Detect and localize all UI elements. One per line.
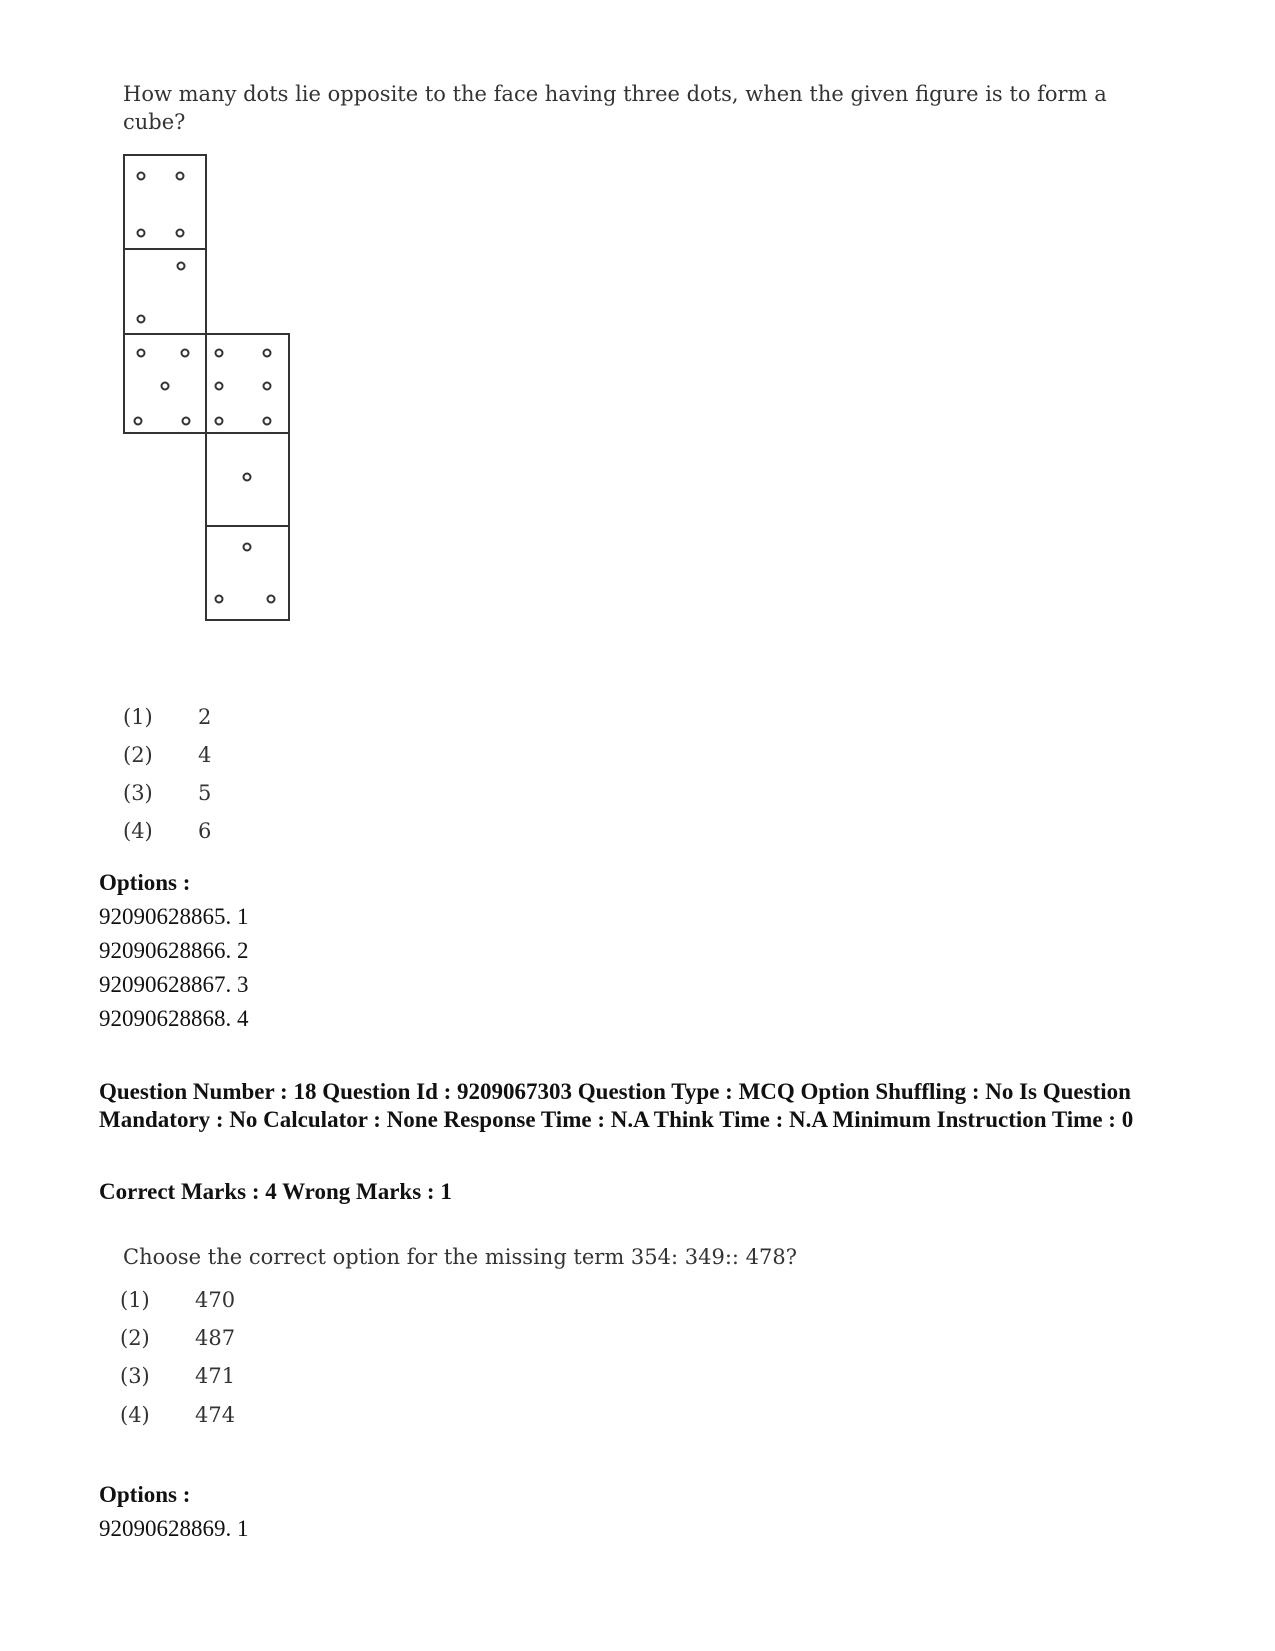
choice-number: (1) (120, 1288, 150, 1312)
dot (138, 350, 145, 357)
dot (264, 350, 271, 357)
option-item: 92090628866. 2 (99, 938, 249, 963)
choice-item (120, 1364, 235, 1388)
question-marks: Correct Marks : 4 Wrong Marks : 1 (99, 1179, 452, 1204)
dot (216, 350, 223, 357)
choice-value: 487 (195, 1326, 236, 1350)
dot (138, 230, 145, 237)
choice-value: 474 (195, 1403, 236, 1427)
question-text: How many dots lie opposite to the face having three dots, when the given figure is to form a cube? (123, 82, 1107, 134)
question-meta: Question Number : 18 Question Id : 9209067303 Question Type : MCQ Option Shuffling : No Is Question Mandatory : No Calculator : None Response Time : N.A Think Time : N.A Minimum Instruction Time : 0 (99, 1079, 1134, 1132)
choice-number: (2) (123, 743, 153, 767)
dot (135, 418, 142, 425)
dot (264, 383, 271, 390)
dot (177, 230, 184, 237)
dot (138, 173, 145, 180)
dot (264, 418, 271, 425)
choice-number: (3) (120, 1364, 150, 1388)
choice-value: 5 (198, 781, 212, 805)
option-item: 92090628865. 1 (99, 904, 249, 929)
dot (268, 596, 275, 603)
choice-item (123, 781, 211, 805)
option-item: 92090628867. 3 (99, 972, 249, 997)
choice-number: (4) (123, 819, 153, 843)
choice-value: 470 (195, 1288, 236, 1312)
choice-value: 471 (195, 1364, 236, 1388)
question-text: Choose the correct option for the missing term 354: 349:: 478? (123, 1245, 798, 1269)
cube-net-figure (0, 0, 1275, 700)
face-two-dots (124, 249, 206, 334)
choice-item (120, 1326, 235, 1350)
dot (182, 350, 189, 357)
choice-value: 4 (198, 743, 212, 767)
choice-item (120, 1288, 235, 1312)
dot (216, 383, 223, 390)
choice-number: (2) (120, 1326, 150, 1350)
dot (244, 474, 251, 481)
choice-item (120, 1403, 235, 1427)
choice-value: 6 (198, 819, 212, 843)
choice-number: (4) (120, 1403, 150, 1427)
dot (178, 263, 185, 270)
dot (244, 544, 251, 551)
dot (138, 316, 145, 323)
options-heading: Options : (99, 870, 191, 895)
choice-number: (3) (123, 781, 153, 805)
dot (216, 418, 223, 425)
dot (162, 383, 169, 390)
option-item: 92090628868. 4 (99, 1006, 249, 1031)
face-four-dots (124, 155, 206, 249)
choice-item (123, 743, 211, 767)
choice-item (123, 705, 211, 729)
options-heading: Options : (99, 1482, 191, 1507)
option-item: 92090628869. 1 (99, 1516, 249, 1541)
dot (177, 173, 184, 180)
choice-number: (1) (123, 705, 153, 729)
dot (216, 596, 223, 603)
face-three-dots (206, 526, 289, 620)
choice-item (123, 819, 211, 843)
choice-value: 2 (198, 705, 212, 729)
dot (183, 418, 190, 425)
